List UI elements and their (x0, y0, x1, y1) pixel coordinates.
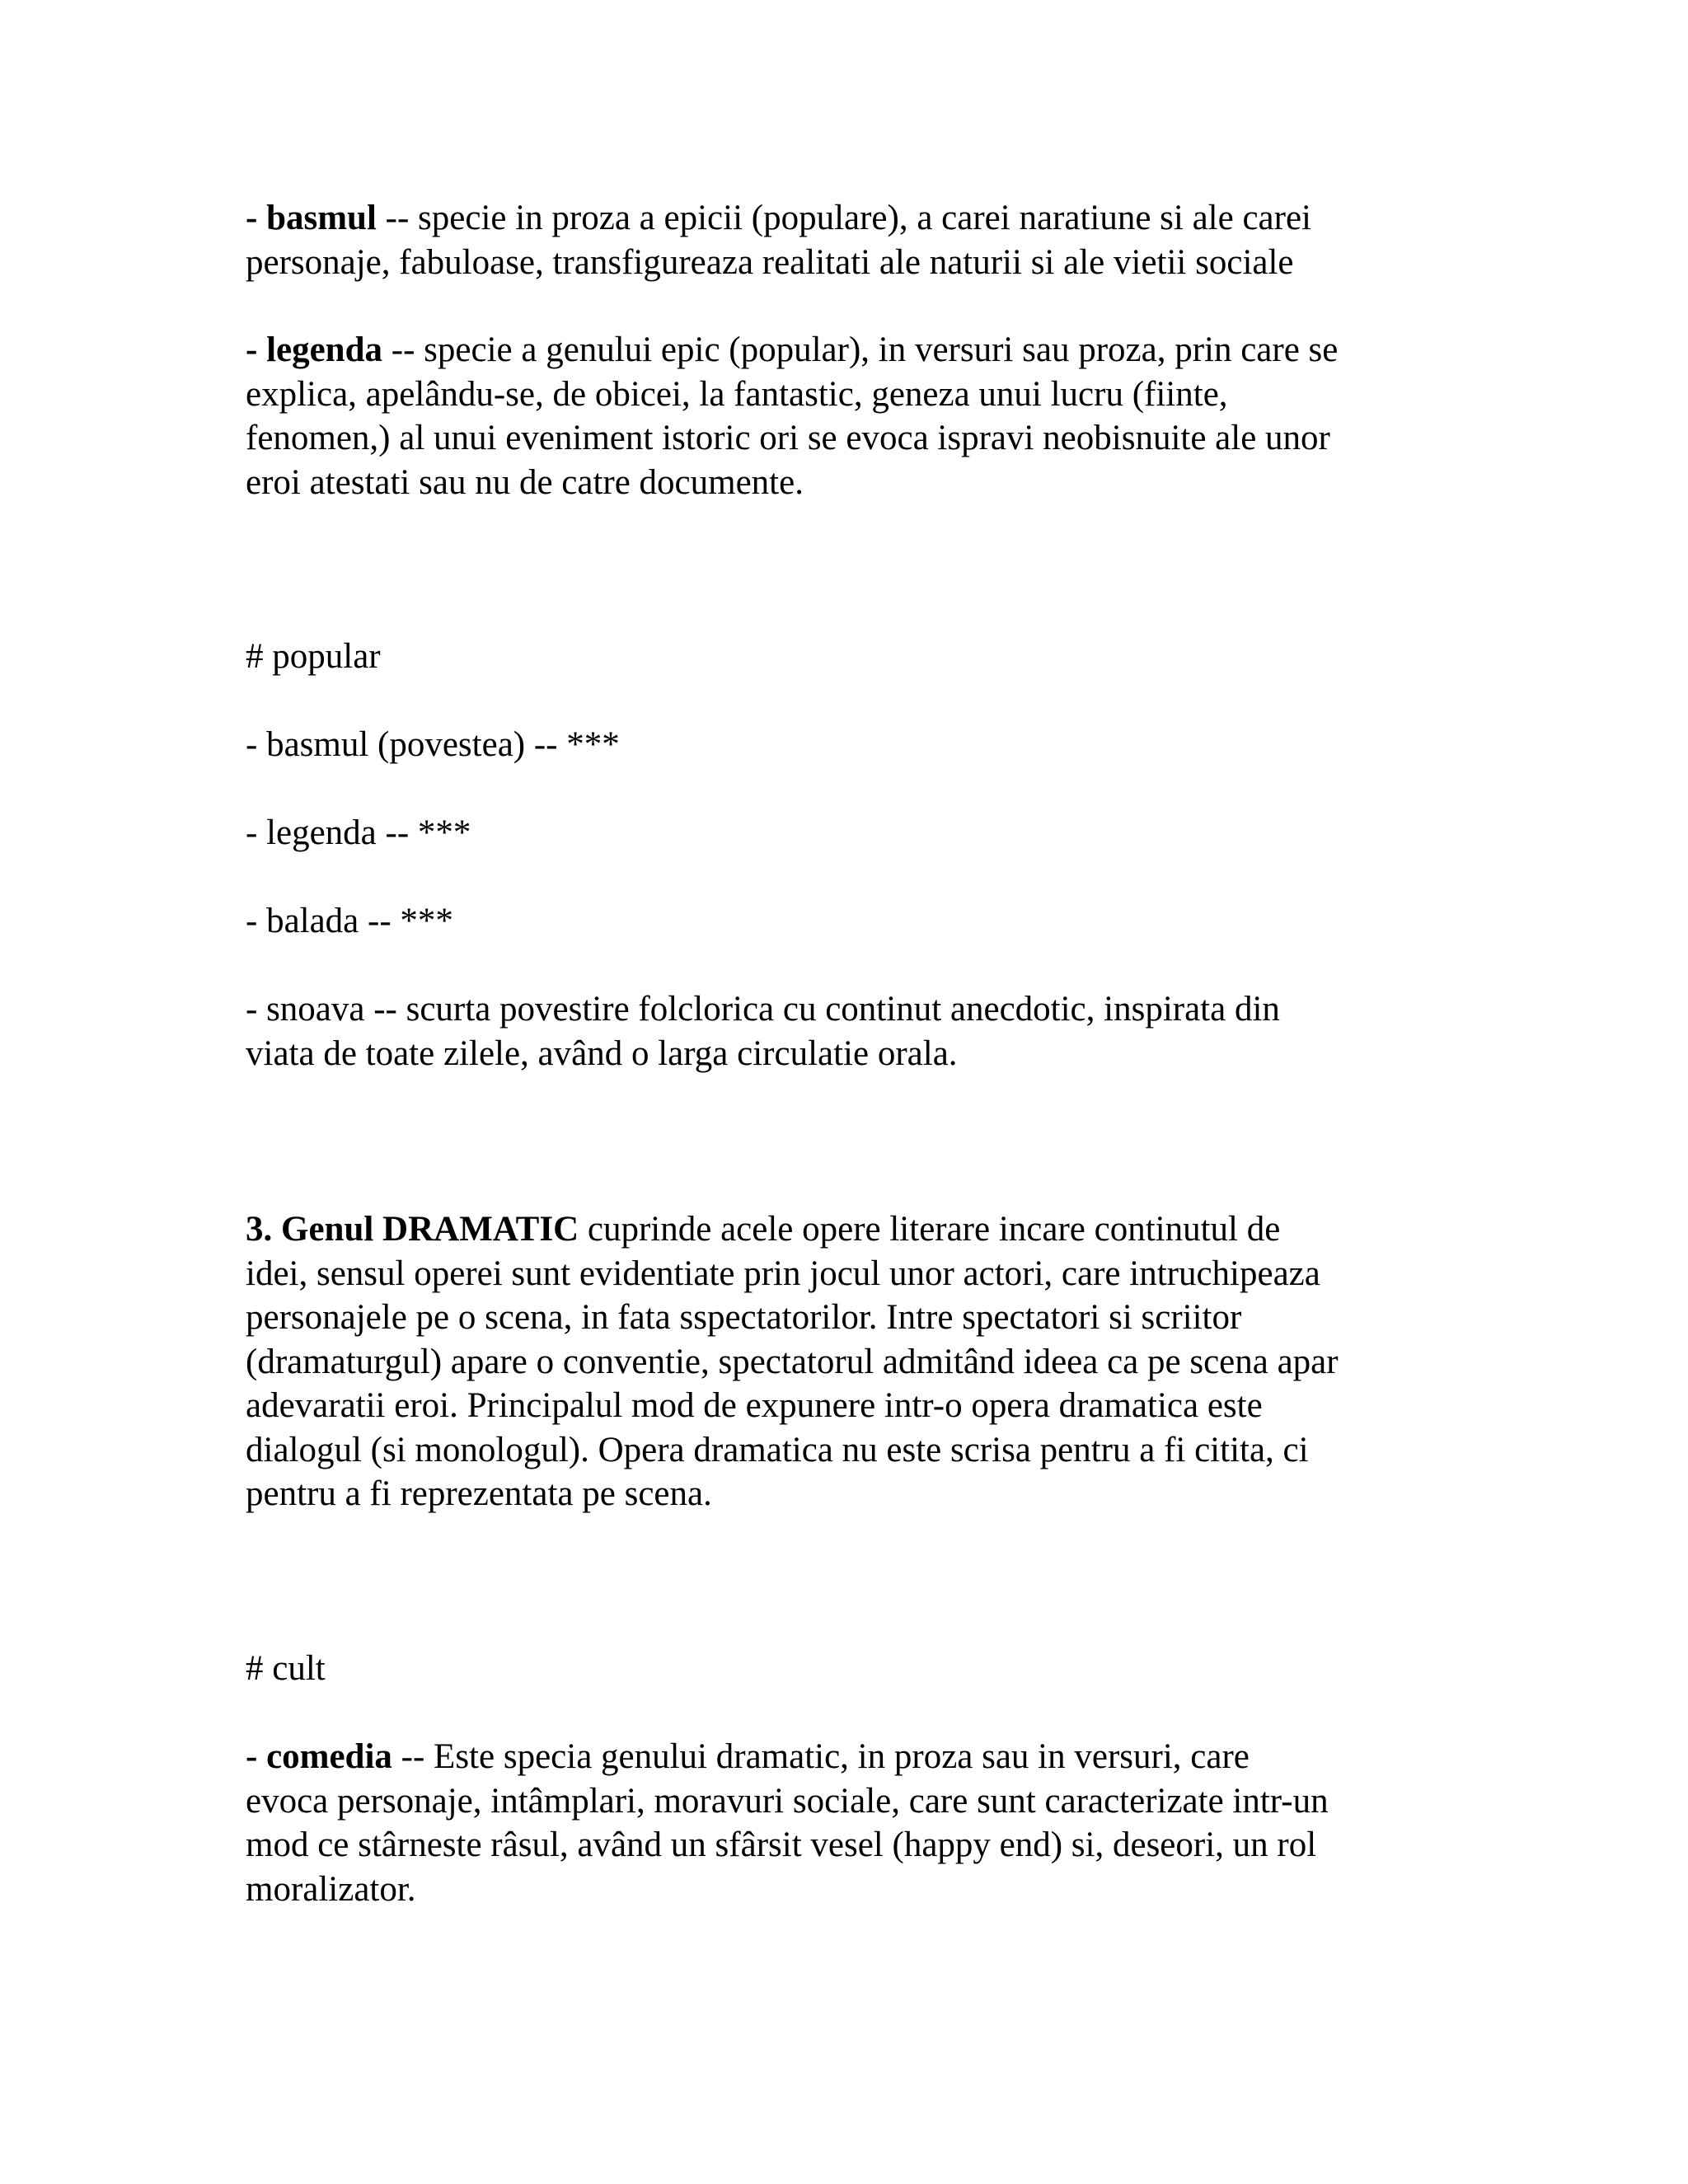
list-item-snoava (246, 987, 1531, 1076)
list-item-basmul (246, 723, 1531, 767)
paragraph-legenda-definition (246, 328, 1531, 504)
section-heading-popular (246, 635, 1531, 679)
list-item-text: - legenda -- *** (246, 813, 471, 852)
definition-text: -- specie a genului epic (popular), in versuri sau proza, prin care se explica, apelându-se, de obicei, la fantastic, geneza unui lucru (fiinte, fenomen,) al unui eveniment istoric ori se evoca ispravi neobisnuite ale unor eroi atestati sau nu de catre documente. (246, 330, 1339, 502)
list-item-text: - balada -- *** (246, 902, 453, 940)
list-item-text: - basmul (povestea) -- *** (246, 725, 620, 764)
paragraph-comedia-definition (246, 1735, 1531, 1911)
paragraph-basmul-definition (246, 196, 1531, 284)
section-title-genul-dramatic: 3. Genul DRAMATIC (246, 1210, 579, 1249)
heading-text: # popular (246, 637, 381, 676)
paragraph-genul-dramatic (246, 1207, 1531, 1516)
list-item-text: - snoava -- scurta povestire folclorica cu continut anecdotic, inspirata din viata de toate zilele, având o larga circulatie orala. (246, 990, 1280, 1073)
list-item-legenda (246, 811, 1531, 855)
section-heading-cult (246, 1647, 1531, 1691)
definition-text: -- Este specia genului dramatic, in proza sau in versuri, care evoca personaje, intâmplari, moravuri sociale, care sunt caracterizate intr-un mod ce stârneste râsul, având un sfârsit vesel (happy end) si, deseori, un rol moralizator. (246, 1737, 1329, 1909)
term-basmul: - basmul (246, 199, 377, 237)
term-legenda: - legenda (246, 330, 383, 369)
paragraph-text: cuprinde acele opere literare incare continutul de idei, sensul operei sunt evidentiate prin jocul unor actori, care intruchipeaza personajele pe o scena, in fata sspectatorilor. Intre spectatori si scriitor (dramaturgul) apare o conventie, spectatorul admitând ideea ca pe scena apar adevaratii eroi. Principalul mod de expunere intr-o opera dramatica este dialogul (si monologul). Opera dramatica nu este scrisa pentru a fi citita, ci pentru a fi reprezentata pe scena. (246, 1210, 1339, 1513)
heading-text: # cult (246, 1649, 326, 1688)
term-comedia: - comedia (246, 1737, 392, 1776)
list-item-balada (246, 899, 1531, 944)
definition-text: -- specie in proza a epicii (populare), a carei naratiune si ale carei personaje, fabuloase, transfigureaza realitati ale naturii si ale vietii sociale (246, 199, 1311, 282)
